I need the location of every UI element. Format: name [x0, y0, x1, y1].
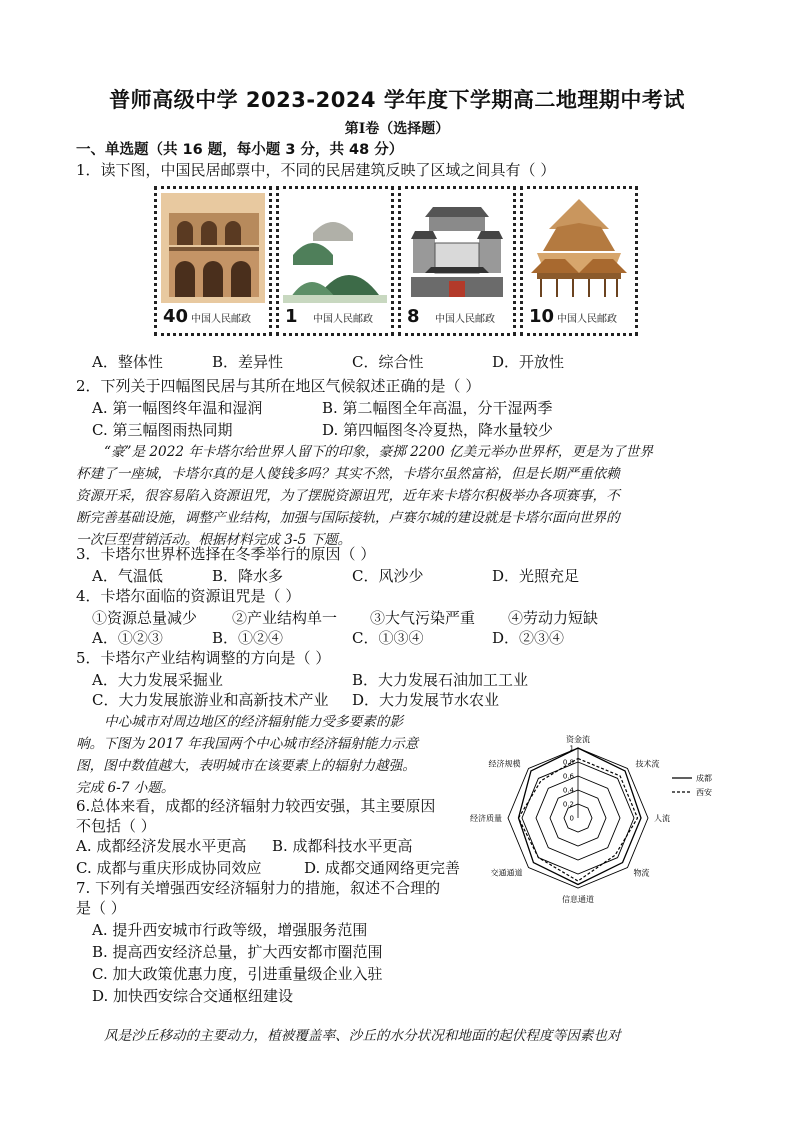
q2-stem: 2．下列关于四幅图民居与其所在地区气候叙述正确的是（ ）	[76, 377, 481, 395]
stamp-shaanbei	[154, 186, 272, 336]
q2-option-d[interactable]: D. 第四幅图冬冷夏热，降水量较少	[322, 421, 554, 439]
q5-option-d[interactable]: D．大力发展节水农业	[352, 691, 500, 709]
stamp-post-label: 中国人民邮政	[557, 314, 617, 325]
passage2-line: 中心城市对周边地区的经济辐射能力受多要素的影	[104, 714, 404, 730]
q4-option-a[interactable]: A．①②③	[92, 629, 163, 647]
q7-option-a[interactable]: A. 提升西安城市行政等级，增强服务范围	[92, 921, 368, 939]
legend-label: 成都	[696, 774, 712, 783]
passage1-line: “豪”是 2022 年卡塔尔给世界人留下的印象，豪掷 2200 亿美元举办世界杯，更是为了世界	[104, 444, 653, 460]
passage3-line: 风是沙丘移动的主要动力，植被覆盖率、沙丘的水分状况和地面的起伏程度等因素也对	[104, 1028, 621, 1044]
radar-tick-labels	[563, 745, 575, 823]
passage1-line: 资源开采，很容易陷入资源诅咒，为了摆脱资源诅咒，近年来卡塔尔积极举办各项赛事，不	[76, 488, 620, 504]
radar-grid	[508, 748, 648, 888]
radar-axis-label: 人流	[654, 814, 670, 823]
q6-option-c[interactable]: C. 成都与重庆形成协同效应	[76, 859, 262, 877]
q5-option-b[interactable]: B．大力发展石油加工工业	[352, 671, 529, 689]
q2-option-b[interactable]: B. 第二幅图全年高温，分干湿两季	[322, 399, 553, 417]
legend-label: 西安	[696, 788, 712, 797]
exam-title: 普师高级中学 2023-2024 学年度下学期高二地理期中考试	[109, 88, 685, 112]
q3-option-b[interactable]: B．降水多	[212, 567, 284, 585]
q7-option-d[interactable]: D. 加快西安综合交通枢纽建设	[92, 987, 294, 1005]
siheyuan-illustration	[405, 193, 509, 303]
q7-stem: 7. 下列有关增强西安经济辐射力的措施，叙述不合理的	[76, 879, 441, 897]
passage2-line: 响。下图为 2017 年我国两个中心城市经济辐射能力示意	[76, 736, 419, 752]
q1-option-d[interactable]: D．开放性	[492, 353, 565, 371]
radar-axis-label: 经济质量	[470, 814, 502, 823]
q2-option-a[interactable]: A. 第一幅图终年温和湿润	[92, 399, 263, 417]
yurt-illustration	[283, 193, 387, 303]
stamp-figure	[154, 186, 638, 336]
q5-option-c[interactable]: C．大力发展旅游业和高新技术产业	[92, 691, 329, 709]
radar-axis-label: 资金流	[566, 735, 590, 744]
radar-tick-label: 0.6	[562, 772, 574, 781]
q4-item-3: ③大气污染严重	[370, 609, 476, 627]
radar-tick-label: 0.4	[562, 786, 574, 795]
q5-option-a[interactable]: A．大力发展采掘业	[92, 671, 223, 689]
q5-stem: 5．卡塔尔产业结构调整的方向是（ ）	[76, 649, 331, 667]
q6-option-a[interactable]: A. 成都经济发展水平更高	[76, 837, 247, 855]
stamp-value: 8	[407, 306, 420, 327]
q7-option-b[interactable]: B. 提高西安经济总量，扩大西安都市圈范围	[92, 943, 383, 961]
q4-option-c[interactable]: C．①③④	[352, 629, 424, 647]
passage1-line: 杯建了一座城，卡塔尔真的是人傻钱多吗？其实不然，卡塔尔虽然富裕，但是长期严重依赖	[76, 466, 620, 482]
radar-axis-label: 技术流	[635, 759, 660, 769]
radar-tick-label: 1	[569, 744, 574, 753]
paper-part-title: 第Ⅰ卷（选择题）	[344, 121, 450, 137]
cave-dwelling-illustration	[161, 193, 265, 303]
stamp-post-label: 中国人民邮政	[435, 314, 495, 325]
q1-stem: 1．读下图，中国民居邮票中，不同的民居建筑反映了区域之间具有（ ）	[76, 161, 556, 179]
stamp-value: 40	[163, 306, 189, 327]
stamp-beijing	[398, 186, 516, 336]
stamp-post-label: 中国人民邮政	[191, 314, 251, 325]
q6-option-b[interactable]: B. 成都科技水平更高	[272, 837, 413, 855]
stilt-house-illustration	[527, 193, 631, 303]
q6-stem-cont: 不包括（ ）	[76, 817, 156, 835]
radar-axis-label: 物流	[633, 868, 650, 878]
q4-item-2: ②产业结构单一	[232, 609, 338, 627]
stamp-post-label: 中国人民邮政	[313, 314, 373, 325]
q3-option-a[interactable]: A．气温低	[92, 567, 163, 585]
passage2-line: 图，图中数值越大，表明城市在该要素上的辐射力越强。	[76, 758, 416, 774]
q1-option-c[interactable]: C．综合性	[352, 353, 424, 371]
radar-axis-label: 信息通道	[562, 895, 594, 904]
radar-tick-label: 0.2	[562, 800, 574, 809]
stamp-yunnan	[520, 186, 638, 336]
q7-option-c[interactable]: C. 加大政策优惠力度，引进重量级企业入驻	[92, 965, 383, 983]
q2-option-c[interactable]: C. 第三幅图雨热同期	[92, 421, 233, 439]
q3-option-d[interactable]: D．光照充足	[492, 567, 580, 585]
passage2-line: 完成 6-7 小题。	[76, 780, 175, 796]
radar-legend	[672, 773, 712, 797]
q4-stem: 4．卡塔尔面临的资源诅咒是（ ）	[76, 587, 301, 605]
q4-item-4: ④劳动力短缺	[508, 609, 599, 627]
q1-option-b[interactable]: B．差异性	[212, 353, 284, 371]
q6-stem: 6.总体来看，成都的经济辐射力较西安强，其主要原因	[76, 797, 436, 815]
q1-option-a[interactable]: A．整体性	[92, 353, 163, 371]
q6-option-d[interactable]: D. 成都交通网络更完善	[304, 859, 461, 877]
q3-stem: 3．卡塔尔世界杯选择在冬季举行的原因（ ）	[76, 545, 376, 563]
stamp-neimeng	[276, 186, 394, 336]
radar-chart	[470, 722, 730, 912]
radar-axis-label: 经济规模	[488, 759, 521, 769]
q4-option-d[interactable]: D．②③④	[492, 629, 565, 647]
radar-tick-label: 0	[569, 814, 574, 823]
radar-tick-label: 0.8	[562, 758, 574, 767]
radar-axis-label: 交通通道	[490, 868, 523, 878]
q7-stem-cont: 是（ ）	[76, 899, 126, 917]
q4-option-b[interactable]: B．①②④	[212, 629, 284, 647]
section-heading: 一、单选题（共 16 题，每小题 3 分，共 48 分）	[76, 142, 404, 158]
stamp-value: 10	[529, 306, 555, 327]
stamp-value: 1	[285, 306, 298, 327]
passage1-line: 断完善基础设施，调整产业结构，加强与国际接轨，卢赛尔城的建设就是卡塔尔面向世界的	[76, 510, 620, 526]
q3-option-c[interactable]: C．风沙少	[352, 567, 424, 585]
passage1-line: 一次巨型营销活动。根据材料完成 3-5 下题。	[76, 532, 352, 548]
q4-item-1: ①资源总量减少	[92, 609, 198, 627]
